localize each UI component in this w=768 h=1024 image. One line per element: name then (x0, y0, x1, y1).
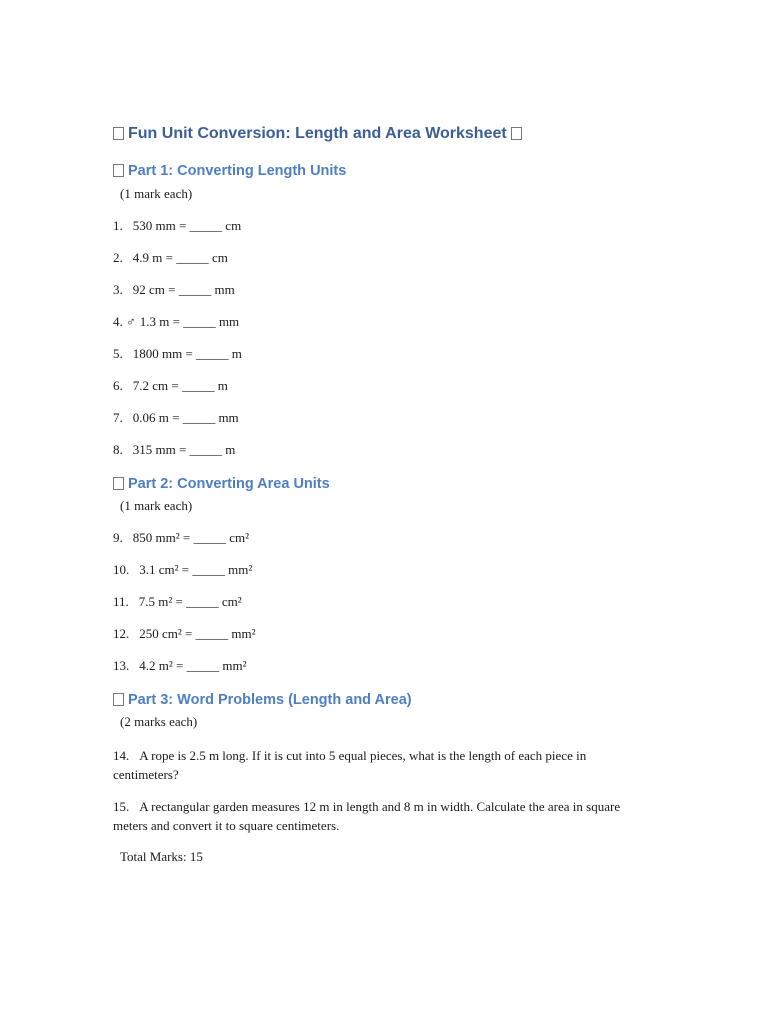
question-12 (113, 626, 255, 642)
question-text: 1.3 m = _____ mm (139, 314, 240, 329)
part3-marks: (2 marks each) (120, 714, 198, 729)
question-text: 7.5 m² = _____ cm² (138, 594, 242, 609)
question-13 (113, 658, 246, 674)
question-1 (113, 218, 241, 234)
question-3 (113, 282, 235, 298)
question-number: 5. (113, 346, 123, 361)
question-15 (113, 797, 653, 835)
question-7 (113, 410, 239, 426)
total-marks: Total Marks: 15 (120, 849, 203, 864)
part1-marks: (1 mark each) (120, 186, 193, 201)
question-text: 3.1 cm² = _____ mm² (139, 562, 253, 577)
question-9 (113, 530, 249, 546)
missing-glyph-icon (113, 477, 124, 490)
question-text: A rope is 2.5 m long. If it is cut into 5 equal pieces, what is the length of each piece in centimeters? (113, 748, 587, 782)
question-14 (113, 746, 653, 784)
question-number: 1. (113, 218, 123, 233)
question-number: 15. (113, 799, 130, 814)
question-text: 315 mm = _____ m (132, 442, 236, 457)
question-text: 250 cm² = _____ mm² (139, 626, 256, 641)
missing-glyph-icon (511, 127, 522, 140)
question-number: 7. (113, 410, 123, 425)
question-number: 6. (113, 378, 123, 393)
part1-heading: Part 1: Converting Length Units (113, 163, 346, 179)
question-text: 4.9 m = _____ cm (132, 250, 228, 265)
question-text: A rectangular garden measures 12 m in length and 8 m in width. Calculate the area in square meters and convert it to square centimeters. (113, 799, 621, 833)
question-number: 8. (113, 442, 123, 457)
worksheet-title (113, 125, 526, 143)
question-text: 7.2 cm = _____ m (132, 378, 228, 393)
question-text: 4.2 m² = _____ mm² (139, 658, 247, 673)
question-number: 9. (113, 530, 123, 545)
question-text: 92 cm = _____ mm (132, 282, 235, 297)
part2-marks: (1 mark each) (120, 498, 193, 513)
part3-heading: Part 3: Word Problems (Length and Area) (113, 692, 412, 708)
question-4 (113, 314, 239, 330)
question-2 (113, 250, 228, 266)
question-text: 850 mm² = _____ cm² (132, 530, 249, 545)
question-number: 4. ♂ (113, 314, 136, 329)
question-text: 1800 mm = _____ m (132, 346, 242, 361)
question-number: 10. (113, 562, 130, 577)
question-10 (113, 562, 252, 578)
question-number: 3. (113, 282, 123, 297)
question-8 (113, 442, 235, 458)
part2-heading: Part 2: Converting Area Units (113, 476, 330, 492)
question-11 (113, 594, 242, 610)
question-number: 13. (113, 658, 130, 673)
missing-glyph-icon (113, 164, 124, 177)
question-number: 14. (113, 748, 130, 763)
question-number: 11. (113, 594, 129, 609)
question-5 (113, 346, 242, 362)
question-text: 0.06 m = _____ mm (132, 410, 239, 425)
question-text: 530 mm = _____ cm (132, 218, 242, 233)
question-number: 2. (113, 250, 123, 265)
question-number: 12. (113, 626, 130, 641)
missing-glyph-icon (113, 127, 124, 140)
missing-glyph-icon (113, 693, 124, 706)
title-text: Fun Unit Conversion: Length and Area Worksheet (128, 125, 507, 142)
question-6 (113, 378, 228, 394)
